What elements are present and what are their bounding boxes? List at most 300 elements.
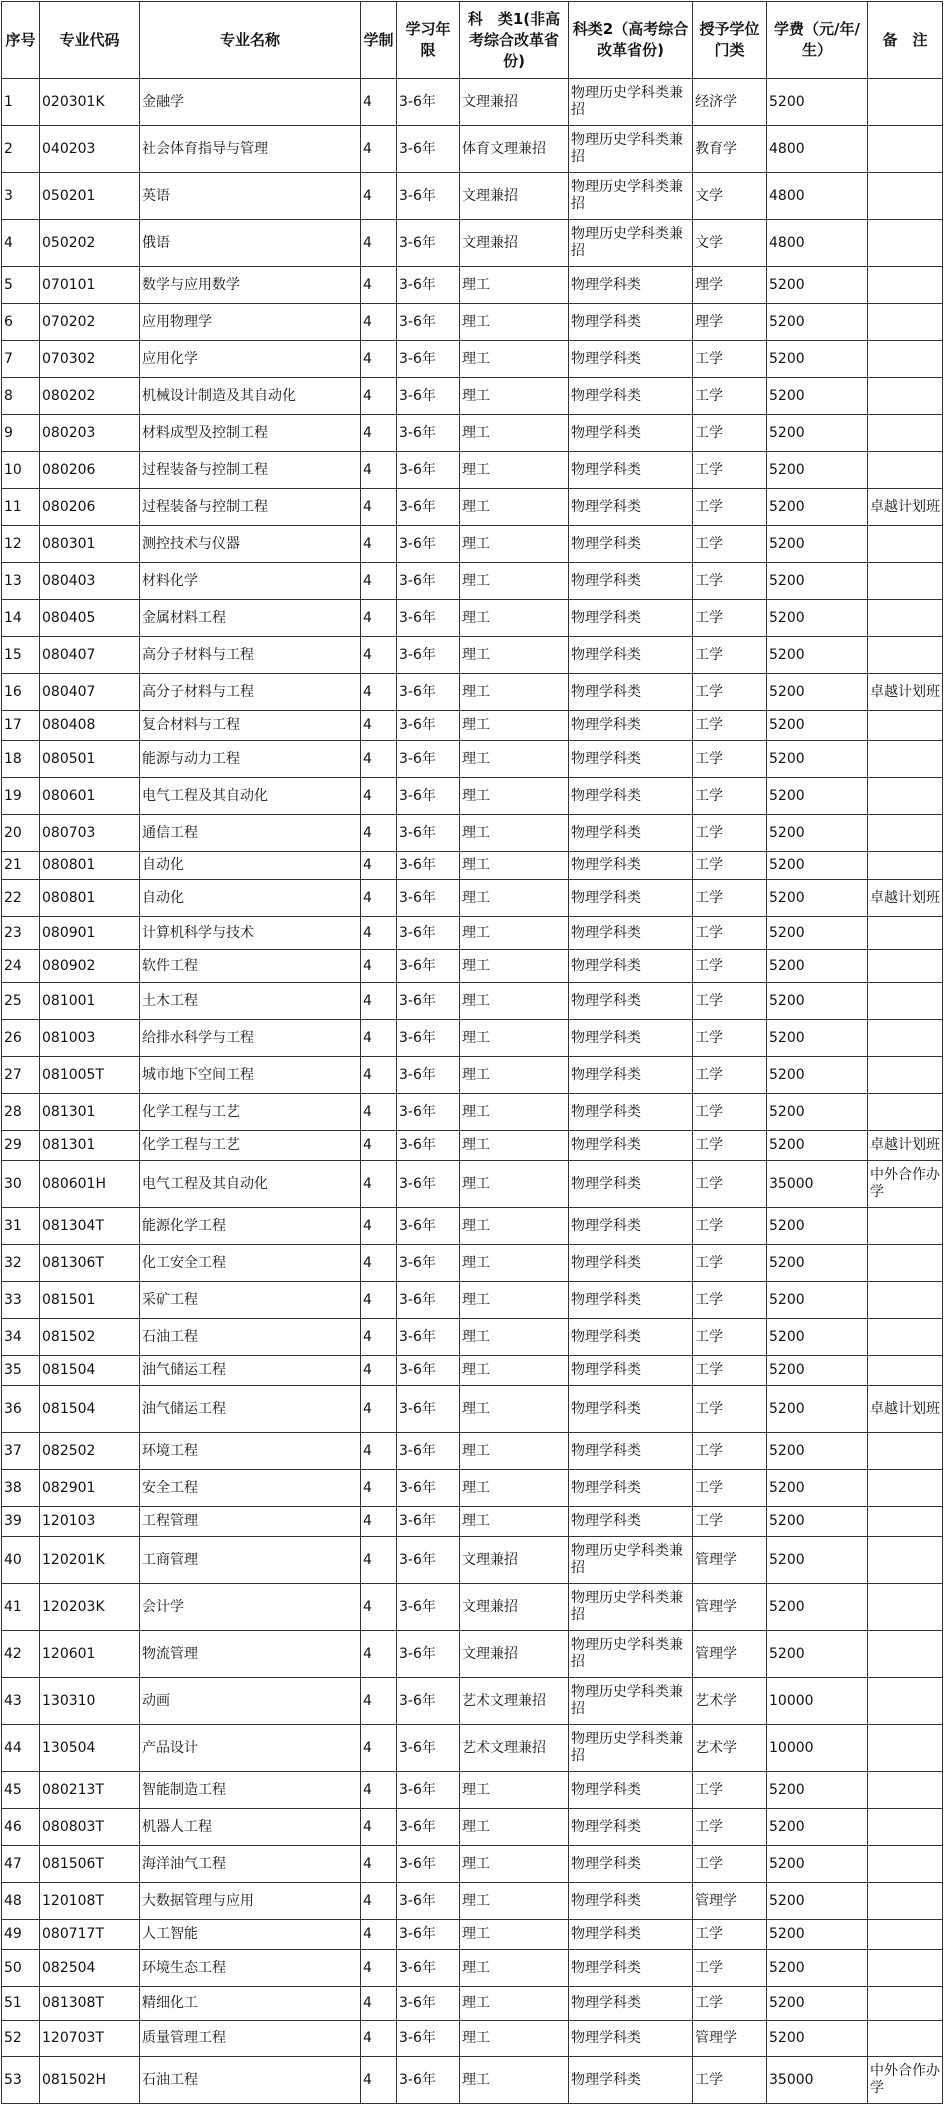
table-row	[2, 1386, 943, 1433]
cell-years: 3-6年	[397, 1846, 460, 1883]
cell-cat1: 理工	[460, 378, 569, 415]
cell-years: 3-6年	[397, 1094, 460, 1131]
cell-system: 4	[361, 1725, 397, 1772]
cell-cat2: 物理历史学科类兼招	[569, 79, 693, 126]
cell-system: 4	[361, 778, 397, 815]
cell-index: 33	[2, 1282, 40, 1319]
cell-system: 4	[361, 220, 397, 267]
cell-code: 081301	[40, 1094, 140, 1131]
cell-code: 120103	[40, 1507, 140, 1537]
table-row	[2, 852, 943, 880]
cell-years: 3-6年	[397, 489, 460, 526]
cell-name: 能源与动力工程	[140, 741, 361, 778]
cell-code: 080801	[40, 880, 140, 917]
cell-cat2: 物理学科类	[569, 1507, 693, 1537]
cell-years: 3-6年	[397, 126, 460, 173]
cell-name: 高分子材料与工程	[140, 674, 361, 711]
cell-degree: 工学	[693, 1245, 767, 1282]
table-row	[2, 1537, 943, 1584]
cell-cat2: 物理学科类	[569, 1883, 693, 1920]
cell-system: 4	[361, 79, 397, 126]
cell-cat2: 物理学科类	[569, 489, 693, 526]
cell-cat2: 物理学科类	[569, 880, 693, 917]
table-row	[2, 674, 943, 711]
cell-years: 3-6年	[397, 79, 460, 126]
cell-index: 28	[2, 1094, 40, 1131]
cell-years: 3-6年	[397, 415, 460, 452]
cell-cat2: 物理学科类	[569, 526, 693, 563]
cell-code: 080803T	[40, 1809, 140, 1846]
cell-index: 15	[2, 637, 40, 674]
cell-system: 4	[361, 304, 397, 341]
cell-code: 081301	[40, 1131, 140, 1161]
header-cat1: 科 类1(非高考综合改革省份)	[460, 2, 569, 79]
cell-system: 4	[361, 1809, 397, 1846]
cell-cat2: 物理学科类	[569, 600, 693, 637]
cell-cat2: 物理学科类	[569, 1846, 693, 1883]
cell-degree: 工学	[693, 1846, 767, 1883]
table-row	[2, 1987, 943, 2021]
cell-fee: 5200	[767, 2021, 868, 2057]
cell-system: 4	[361, 1161, 397, 1208]
cell-years: 3-6年	[397, 1319, 460, 1356]
cell-note	[868, 815, 943, 852]
cell-note	[868, 1356, 943, 1386]
cell-code: 040203	[40, 126, 140, 173]
table-row	[2, 637, 943, 674]
cell-cat1: 理工	[460, 1094, 569, 1131]
cell-cat2: 物理学科类	[569, 1094, 693, 1131]
cell-degree: 工学	[693, 1920, 767, 1950]
cell-fee: 5200	[767, 1356, 868, 1386]
cell-degree: 管理学	[693, 2021, 767, 2057]
table-row	[2, 126, 943, 173]
cell-cat1: 理工	[460, 1161, 569, 1208]
cell-years: 3-6年	[397, 1987, 460, 2021]
cell-fee: 5200	[767, 1507, 868, 1537]
cell-name: 产品设计	[140, 1725, 361, 1772]
cell-fee: 5200	[767, 1584, 868, 1631]
table-row	[2, 2021, 943, 2057]
cell-name: 工程管理	[140, 1507, 361, 1537]
cell-name: 通信工程	[140, 815, 361, 852]
cell-index: 14	[2, 600, 40, 637]
cell-index: 51	[2, 1987, 40, 2021]
cell-degree: 文学	[693, 173, 767, 220]
cell-cat1: 理工	[460, 341, 569, 378]
cell-degree: 教育学	[693, 126, 767, 173]
cell-years: 3-6年	[397, 1386, 460, 1433]
cell-name: 自动化	[140, 880, 361, 917]
cell-years: 3-6年	[397, 452, 460, 489]
cell-fee: 5200	[767, 1631, 868, 1678]
table-row	[2, 1772, 943, 1809]
cell-cat1: 理工	[460, 674, 569, 711]
cell-degree: 工学	[693, 563, 767, 600]
cell-cat2: 物理学科类	[569, 1470, 693, 1507]
table-row	[2, 341, 943, 378]
cell-note	[868, 600, 943, 637]
header-code: 专业代码	[40, 2, 140, 79]
cell-name: 安全工程	[140, 1470, 361, 1507]
cell-degree: 工学	[693, 637, 767, 674]
cell-cat1: 文理兼招	[460, 79, 569, 126]
cell-cat2: 物理历史学科类兼招	[569, 1537, 693, 1584]
table-row	[2, 1161, 943, 1208]
cell-cat1: 文理兼招	[460, 1631, 569, 1678]
cell-index: 39	[2, 1507, 40, 1537]
cell-fee: 5200	[767, 1057, 868, 1094]
cell-degree: 工学	[693, 600, 767, 637]
cell-note	[868, 1725, 943, 1772]
cell-fee: 5200	[767, 600, 868, 637]
cell-index: 53	[2, 2057, 40, 2104]
header-note: 备 注	[868, 2, 943, 79]
cell-fee: 4800	[767, 173, 868, 220]
cell-name: 电气工程及其自动化	[140, 778, 361, 815]
cell-fee: 5200	[767, 1809, 868, 1846]
cell-note	[868, 1772, 943, 1809]
cell-years: 3-6年	[397, 304, 460, 341]
cell-fee: 5200	[767, 1987, 868, 2021]
cell-fee: 5200	[767, 267, 868, 304]
cell-system: 4	[361, 917, 397, 950]
cell-cat1: 理工	[460, 2021, 569, 2057]
table-row	[2, 1245, 943, 1282]
cell-note: 卓越计划班	[868, 1386, 943, 1433]
table-row	[2, 1631, 943, 1678]
table-row	[2, 1470, 943, 1507]
cell-years: 3-6年	[397, 1507, 460, 1537]
cell-name: 工商管理	[140, 1537, 361, 1584]
cell-fee: 5200	[767, 1950, 868, 1987]
cell-cat1: 理工	[460, 1772, 569, 1809]
cell-fee: 5200	[767, 1094, 868, 1131]
cell-index: 19	[2, 778, 40, 815]
cell-index: 18	[2, 741, 40, 778]
cell-system: 4	[361, 378, 397, 415]
cell-fee: 5200	[767, 1772, 868, 1809]
cell-years: 3-6年	[397, 1537, 460, 1584]
cell-index: 26	[2, 1020, 40, 1057]
cell-code: 120108T	[40, 1883, 140, 1920]
cell-cat2: 物理学科类	[569, 267, 693, 304]
cell-degree: 工学	[693, 815, 767, 852]
cell-note	[868, 1208, 943, 1245]
cell-name: 质量管理工程	[140, 2021, 361, 2057]
cell-name: 能源化学工程	[140, 1208, 361, 1245]
table-row	[2, 1131, 943, 1161]
cell-fee: 5200	[767, 1920, 868, 1950]
cell-fee: 5200	[767, 1245, 868, 1282]
cell-system: 4	[361, 563, 397, 600]
cell-index: 22	[2, 880, 40, 917]
cell-years: 3-6年	[397, 917, 460, 950]
cell-code: 081506T	[40, 1846, 140, 1883]
cell-index: 3	[2, 173, 40, 220]
cell-cat1: 理工	[460, 1057, 569, 1094]
cell-system: 4	[361, 1987, 397, 2021]
cell-fee: 5200	[767, 1433, 868, 1470]
table-row	[2, 1584, 943, 1631]
cell-index: 49	[2, 1920, 40, 1950]
cell-system: 4	[361, 1846, 397, 1883]
cell-degree: 工学	[693, 1161, 767, 1208]
cell-note	[868, 778, 943, 815]
cell-years: 3-6年	[397, 1161, 460, 1208]
cell-cat2: 物理学科类	[569, 1772, 693, 1809]
cell-cat1: 理工	[460, 852, 569, 880]
cell-degree: 工学	[693, 1057, 767, 1094]
cell-index: 7	[2, 341, 40, 378]
cell-degree: 工学	[693, 880, 767, 917]
cell-degree: 理学	[693, 304, 767, 341]
cell-degree: 工学	[693, 1282, 767, 1319]
cell-degree: 管理学	[693, 1537, 767, 1584]
cell-fee: 5200	[767, 741, 868, 778]
cell-system: 4	[361, 489, 397, 526]
cell-name: 电气工程及其自动化	[140, 1161, 361, 1208]
cell-note	[868, 1537, 943, 1584]
cell-degree: 经济学	[693, 79, 767, 126]
table-row	[2, 2057, 943, 2104]
cell-name: 计算机科学与技术	[140, 917, 361, 950]
table-row	[2, 220, 943, 267]
cell-index: 50	[2, 1950, 40, 1987]
table-row	[2, 778, 943, 815]
cell-index: 17	[2, 711, 40, 741]
cell-note: 卓越计划班	[868, 880, 943, 917]
cell-cat1: 理工	[460, 1386, 569, 1433]
cell-degree: 工学	[693, 917, 767, 950]
cell-note	[868, 1678, 943, 1725]
cell-cat1: 体育文理兼招	[460, 126, 569, 173]
cell-note	[868, 173, 943, 220]
cell-cat2: 物理学科类	[569, 1319, 693, 1356]
cell-index: 45	[2, 1772, 40, 1809]
cell-years: 3-6年	[397, 1678, 460, 1725]
cell-years: 3-6年	[397, 711, 460, 741]
cell-note	[868, 637, 943, 674]
cell-years: 3-6年	[397, 1920, 460, 1950]
cell-code: 080601	[40, 778, 140, 815]
cell-note	[868, 526, 943, 563]
table-row	[2, 741, 943, 778]
cell-name: 采矿工程	[140, 1282, 361, 1319]
cell-index: 24	[2, 950, 40, 983]
table-row	[2, 815, 943, 852]
cell-name: 环境生态工程	[140, 1950, 361, 1987]
cell-years: 3-6年	[397, 1057, 460, 1094]
cell-degree: 工学	[693, 778, 767, 815]
table-row	[2, 1920, 943, 1950]
cell-cat1: 理工	[460, 917, 569, 950]
cell-fee: 5200	[767, 1537, 868, 1584]
cell-fee: 5200	[767, 1470, 868, 1507]
cell-name: 大数据管理与应用	[140, 1883, 361, 1920]
cell-note	[868, 415, 943, 452]
cell-note	[868, 917, 943, 950]
cell-note	[868, 983, 943, 1020]
cell-cat1: 理工	[460, 1950, 569, 1987]
cell-degree: 工学	[693, 1319, 767, 1356]
cell-code: 080901	[40, 917, 140, 950]
cell-note	[868, 1631, 943, 1678]
cell-cat2: 物理学科类	[569, 852, 693, 880]
cell-cat2: 物理学科类	[569, 1245, 693, 1282]
cell-cat2: 物理历史学科类兼招	[569, 1584, 693, 1631]
cell-system: 4	[361, 1131, 397, 1161]
cell-years: 3-6年	[397, 950, 460, 983]
cell-index: 11	[2, 489, 40, 526]
cell-cat2: 物理学科类	[569, 1809, 693, 1846]
cell-degree: 管理学	[693, 1631, 767, 1678]
cell-note	[868, 1920, 943, 1950]
table-row	[2, 489, 943, 526]
cell-code: 080405	[40, 600, 140, 637]
table-row	[2, 1356, 943, 1386]
cell-fee: 5200	[767, 378, 868, 415]
table-row	[2, 1846, 943, 1883]
cell-cat1: 文理兼招	[460, 173, 569, 220]
cell-code: 082504	[40, 1950, 140, 1987]
cell-years: 3-6年	[397, 815, 460, 852]
cell-years: 3-6年	[397, 1470, 460, 1507]
cell-name: 高分子材料与工程	[140, 637, 361, 674]
cell-system: 4	[361, 880, 397, 917]
cell-note: 中外合作办学	[868, 1161, 943, 1208]
cell-code: 080501	[40, 741, 140, 778]
cell-index: 47	[2, 1846, 40, 1883]
cell-cat2: 物理学科类	[569, 637, 693, 674]
cell-fee: 5200	[767, 917, 868, 950]
cell-cat1: 理工	[460, 880, 569, 917]
cell-degree: 工学	[693, 950, 767, 983]
cell-note	[868, 220, 943, 267]
cell-note	[868, 1883, 943, 1920]
cell-years: 3-6年	[397, 2021, 460, 2057]
cell-note	[868, 1245, 943, 1282]
cell-fee: 5200	[767, 815, 868, 852]
cell-name: 人工智能	[140, 1920, 361, 1950]
cell-cat1: 理工	[460, 637, 569, 674]
cell-system: 4	[361, 1386, 397, 1433]
cell-note	[868, 452, 943, 489]
cell-cat2: 物理学科类	[569, 378, 693, 415]
cell-index: 20	[2, 815, 40, 852]
cell-years: 3-6年	[397, 637, 460, 674]
cell-system: 4	[361, 815, 397, 852]
cell-system: 4	[361, 452, 397, 489]
cell-system: 4	[361, 983, 397, 1020]
cell-years: 3-6年	[397, 1584, 460, 1631]
cell-cat1: 理工	[460, 489, 569, 526]
cell-fee: 5200	[767, 637, 868, 674]
cell-note: 中外合作办学	[868, 2057, 943, 2104]
cell-index: 38	[2, 1470, 40, 1507]
cell-note	[868, 1846, 943, 1883]
cell-code: 070101	[40, 267, 140, 304]
cell-name: 材料化学	[140, 563, 361, 600]
cell-years: 3-6年	[397, 1020, 460, 1057]
cell-name: 动画	[140, 1678, 361, 1725]
cell-name: 复合材料与工程	[140, 711, 361, 741]
table-row	[2, 526, 943, 563]
cell-name: 机器人工程	[140, 1809, 361, 1846]
cell-cat2: 物理学科类	[569, 674, 693, 711]
cell-code: 081306T	[40, 1245, 140, 1282]
cell-cat2: 物理学科类	[569, 1920, 693, 1950]
cell-index: 5	[2, 267, 40, 304]
cell-years: 3-6年	[397, 341, 460, 378]
cell-note	[868, 1950, 943, 1987]
cell-years: 3-6年	[397, 1725, 460, 1772]
cell-note: 卓越计划班	[868, 489, 943, 526]
cell-name: 化学工程与工艺	[140, 1094, 361, 1131]
cell-cat2: 物理学科类	[569, 950, 693, 983]
cell-years: 3-6年	[397, 220, 460, 267]
cell-cat1: 理工	[460, 526, 569, 563]
cell-code: 050202	[40, 220, 140, 267]
cell-cat1: 理工	[460, 600, 569, 637]
cell-system: 4	[361, 2057, 397, 2104]
cell-degree: 工学	[693, 1507, 767, 1537]
cell-cat2: 物理历史学科类兼招	[569, 126, 693, 173]
cell-years: 3-6年	[397, 378, 460, 415]
cell-note	[868, 950, 943, 983]
cell-code: 130310	[40, 1678, 140, 1725]
cell-note	[868, 267, 943, 304]
cell-cat2: 物理学科类	[569, 304, 693, 341]
cell-name: 社会体育指导与管理	[140, 126, 361, 173]
table-row	[2, 267, 943, 304]
header-index: 序号	[2, 2, 40, 79]
cell-code: 081502	[40, 1319, 140, 1356]
cell-index: 6	[2, 304, 40, 341]
cell-index: 37	[2, 1433, 40, 1470]
cell-system: 4	[361, 1950, 397, 1987]
cell-index: 35	[2, 1356, 40, 1386]
cell-degree: 工学	[693, 852, 767, 880]
cell-system: 4	[361, 415, 397, 452]
cell-cat2: 物理学科类	[569, 741, 693, 778]
cell-cat1: 理工	[460, 1319, 569, 1356]
cell-fee: 5200	[767, 489, 868, 526]
cell-system: 4	[361, 1094, 397, 1131]
cell-note	[868, 1987, 943, 2021]
cell-degree: 工学	[693, 2057, 767, 2104]
cell-name: 化学工程与工艺	[140, 1131, 361, 1161]
cell-system: 4	[361, 1356, 397, 1386]
cell-years: 3-6年	[397, 741, 460, 778]
cell-code: 070302	[40, 341, 140, 378]
cell-code: 080202	[40, 378, 140, 415]
cell-years: 3-6年	[397, 1356, 460, 1386]
cell-years: 3-6年	[397, 173, 460, 220]
cell-index: 10	[2, 452, 40, 489]
cell-degree: 工学	[693, 489, 767, 526]
cell-note	[868, 741, 943, 778]
cell-code: 020301K	[40, 79, 140, 126]
cell-fee: 4800	[767, 126, 868, 173]
cell-name: 油气储运工程	[140, 1386, 361, 1433]
cell-fee: 5200	[767, 1020, 868, 1057]
cell-system: 4	[361, 1020, 397, 1057]
cell-fee: 5200	[767, 983, 868, 1020]
cell-cat1: 理工	[460, 711, 569, 741]
cell-cat2: 物理学科类	[569, 2057, 693, 2104]
cell-name: 石油工程	[140, 2057, 361, 2104]
